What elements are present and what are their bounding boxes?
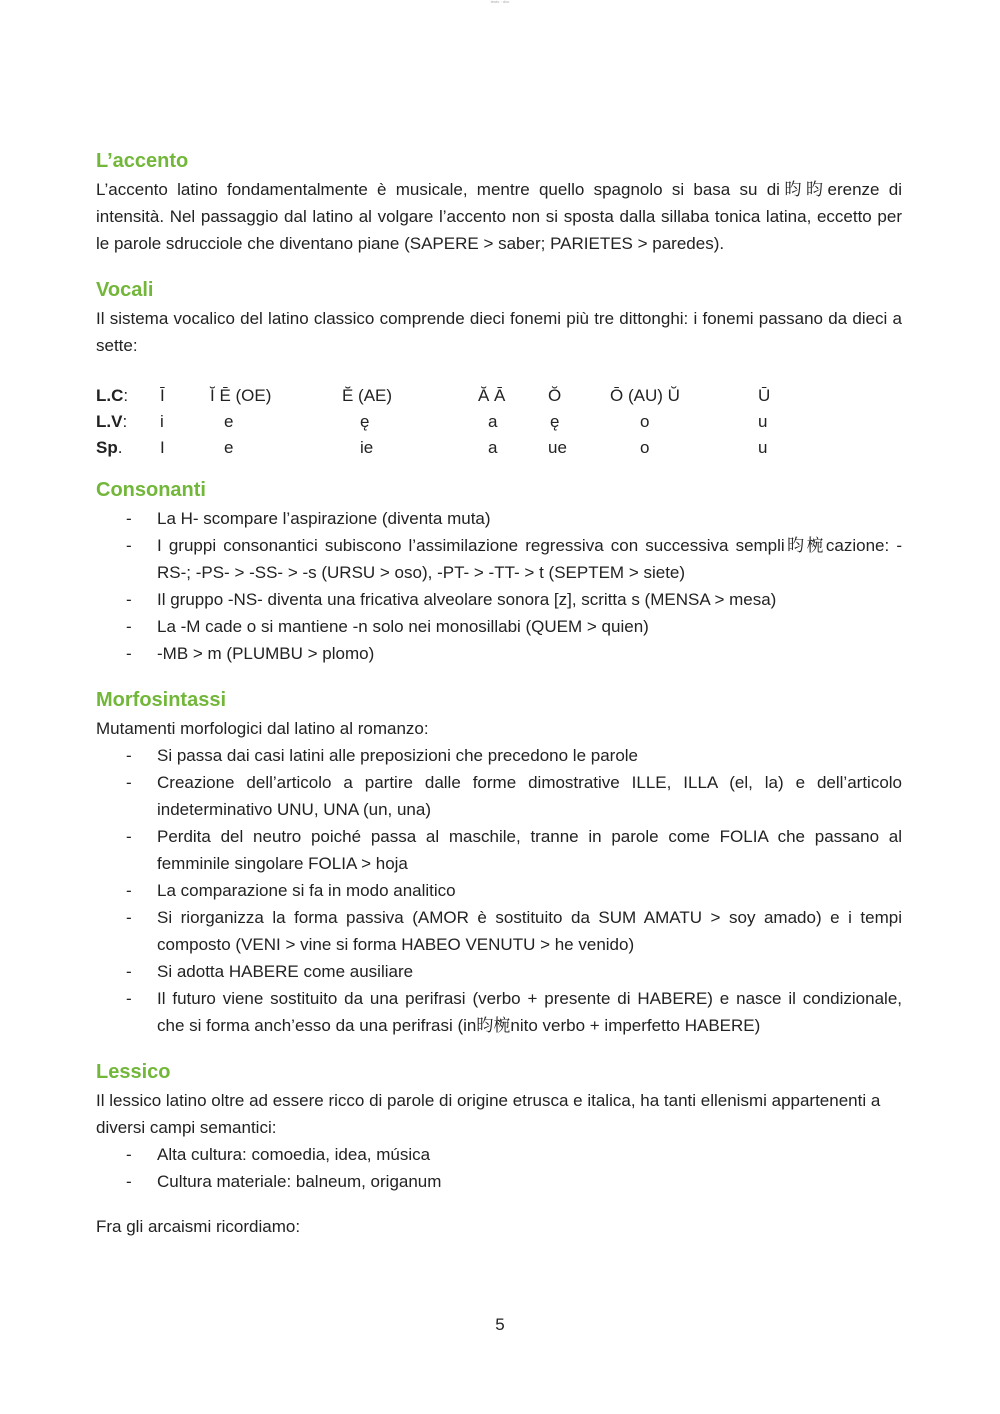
lessico-closing: Fra gli arcaismi ricordiamo:: [96, 1217, 301, 1236]
section-title-vocali: Vocali: [96, 279, 154, 301]
list-item: - La comparazione si fa in modo analitico: [126, 881, 456, 900]
vowel-cell: a: [488, 438, 498, 457]
page-content: [96, 146, 902, 1240]
list-item: - Si adotta HABERE come ausiliare: [126, 962, 414, 981]
vowel-cell: ę: [550, 412, 560, 431]
vowel-cell: e: [224, 438, 234, 457]
vowel-cell: Ō (AU) Ŭ: [610, 386, 680, 405]
list-item: - Cultura materiale: balneum, origanum: [126, 1172, 442, 1191]
vowel-cell: Ū: [758, 386, 771, 405]
vowel-cell: I: [160, 438, 165, 457]
vowel-row-sp: [96, 435, 798, 461]
list-item: - Si riorganizza la forma passiva (AMOR è sostituito da SUM AMATU > soy amado) e i tempi composto (VENI > vine si forma HABEO VENUTU > he venido): [126, 908, 902, 954]
section-title-morfosintassi: Morfosintassi: [96, 689, 227, 711]
vowel-cell: Ĕ (AE): [342, 386, 393, 405]
section-title-accento: L’accento: [96, 150, 189, 172]
morfosintassi-list: [96, 742, 902, 1039]
vowel-cell: o: [640, 438, 650, 457]
morfosintassi-intro: Mutamenti morfologici dal latino al romanzo:: [96, 719, 429, 738]
vocali-intro: Il sistema vocalico del latino classico comprende dieci fonemi più tre dittonghi: i fonemi passano da dieci a sette:: [96, 309, 902, 355]
accento-paragraph: L’accento latino fondamentalmente è musicale, mentre quello spagnolo si basa su di昀昀erenze di intensità. Nel passaggio dal latino al volgare l’accento non si sposta dalla sillaba tonica latina, eccetto per le parole sdrucciole che diventano piane (SAPERE > saber; PARIETES > paredes).: [96, 180, 902, 253]
vowel-cell: Ŏ: [548, 386, 562, 405]
vowel-row-lc: [96, 383, 798, 409]
vowel-cell: Ī: [160, 386, 165, 405]
row-label: L.V:: [96, 412, 128, 431]
list-item: - Il futuro viene sostituito da una perifrasi (verbo + presente di HABERE) e nasce il condizionale, che si forma anch’esso da una perifrasi (in昀椀nito verbo + imperfetto HABERE): [126, 989, 902, 1035]
vowel-cell: u: [758, 438, 768, 457]
consonanti-list: [96, 505, 902, 667]
header-mark: testo · doc: [490, 0, 510, 4]
vowel-cell: Ĭ Ē (OE): [210, 386, 272, 405]
section-title-consonanti: Consonanti: [96, 479, 206, 501]
list-item: - Perdita del neutro poiché passa al maschile, tranne in parole come FOLIA che passano al femminile singolare FOLIA > hoja: [126, 827, 902, 873]
row-label: Sp.: [96, 438, 123, 457]
lessico-intro: Il lessico latino oltre ad essere ricco di parole di origine etrusca e italica, ha tanti ellenismi appartenenti a diversi campi semantici:: [96, 1091, 881, 1137]
vowel-row-lv: [96, 409, 798, 435]
row-label: L.C:: [96, 386, 129, 405]
list-item: - Si passa dai casi latini alle preposizioni che precedono le parole: [126, 746, 639, 765]
vowel-cell: a: [488, 412, 498, 431]
vowel-cell: ę: [360, 412, 370, 431]
vowel-cell: o: [640, 412, 650, 431]
list-item: - I gruppi consonantici subiscono l’assimilazione regressiva con successiva sempli昀椀cazione: -RS-; -PS- > -SS- > -s (URSU > oso), -PT- > -TT- > t (SEPTEM > siete): [126, 536, 902, 582]
list-item: - -MB > m (PLUMBU > plomo): [126, 644, 375, 663]
vowel-cell: ie: [360, 438, 374, 457]
list-item: - Creazione dell’articolo a partire dalle forme dimostrative ILLE, ILLA (el, la) e dell’articolo indeterminativo UNU, UNA (un, una): [126, 773, 902, 819]
page-number: 5: [495, 1315, 505, 1334]
vowel-cell: Ă Ā: [478, 386, 506, 405]
list-item: - Alta cultura: comoedia, idea, música: [126, 1145, 431, 1164]
section-title-lessico: Lessico: [96, 1061, 171, 1083]
vowel-cell: u: [758, 412, 768, 431]
lessico-list: [96, 1141, 902, 1195]
list-item: - Il gruppo -NS- diventa una fricativa alveolare sonora [z], scritta s (MENSA > mesa): [126, 590, 777, 609]
list-item: - La -M cade o si mantiene -n solo nei monosillabi (QUEM > quien): [126, 617, 649, 636]
vowel-cell: i: [160, 412, 164, 431]
list-item: - La H- scompare l’aspirazione (diventa muta): [126, 509, 491, 528]
vowel-table: [96, 383, 798, 461]
vowel-cell: e: [224, 412, 234, 431]
vowel-cell: ue: [548, 438, 567, 457]
